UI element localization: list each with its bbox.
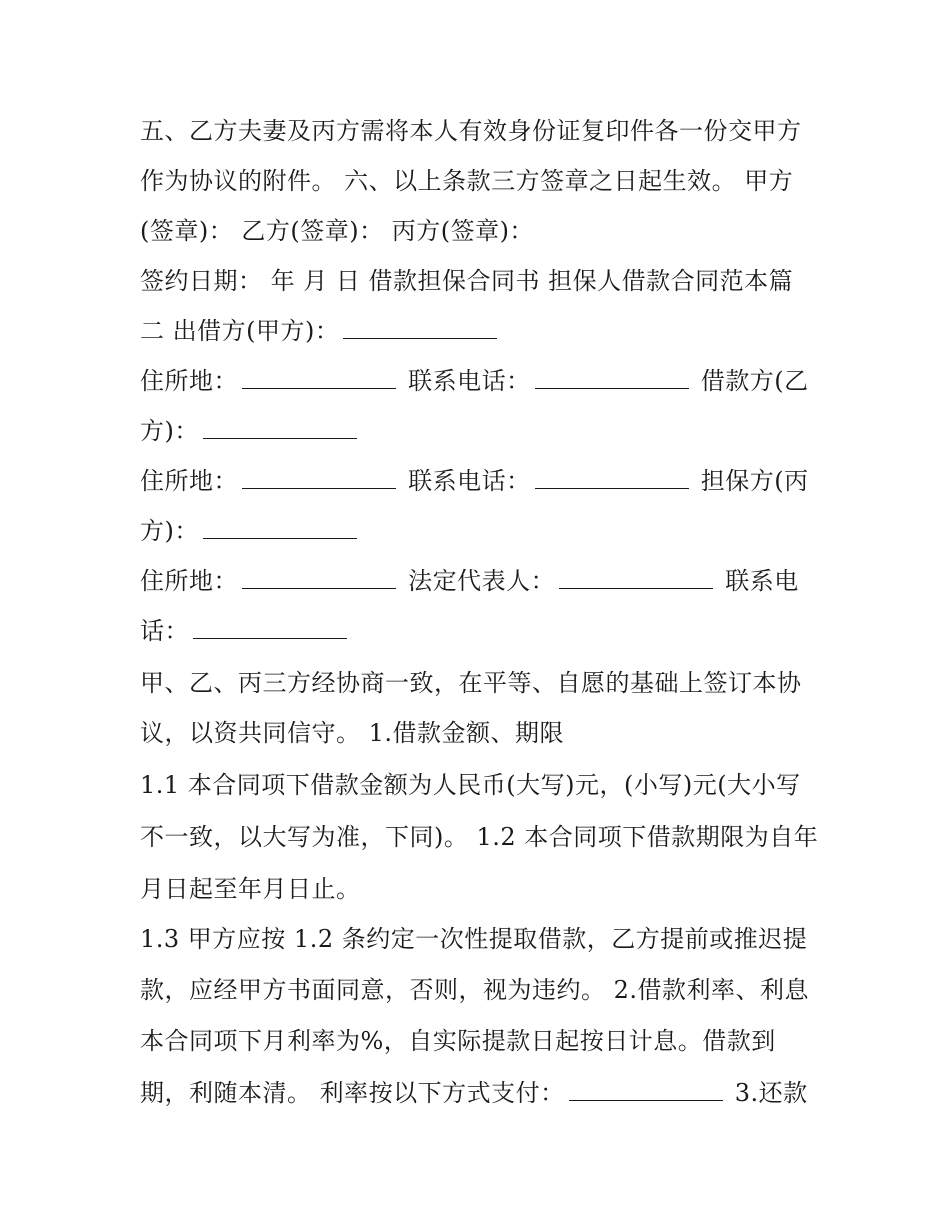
text-line [140,770,801,800]
text-line [140,616,351,646]
text-line [140,516,361,546]
text-segment: 签约日期： 年 月 日 借款担保合同书 担保人借款合同范本篇 [140,267,794,295]
text-segment: 住所地： [140,467,238,495]
text-segment: 住所地： [140,567,238,595]
text-segment: 法定代表人： [400,567,556,595]
text-segment: 款，应经甲方书面同意，否则，视为违约。 2.借款利率、利息 [140,976,810,1004]
text-segment: 住所地： [140,367,238,395]
text-line [140,822,818,852]
fill-in-blank [203,416,357,439]
text-line [140,466,809,496]
text-segment: 话： [140,617,189,645]
text-segment: 联系电话： [400,467,531,495]
text-segment: 月日起至年月日止。 [140,875,361,903]
text-segment: (签章)： 乙方(签章)： 丙方(签章)： [140,217,534,245]
text-segment: 联系电 [717,567,799,595]
text-segment: 1.1 本合同项下借款金额为人民币(大写)元，(小写)元(大小写 [140,771,801,799]
text-segment: 不一致，以大写为准，下同)。 1.2 本合同项下借款期限为自年 [140,823,819,851]
text-segment: 期，利随本清。 利率按以下方式支付： [140,1079,565,1107]
text-line [140,924,807,954]
text-segment: 五、乙方夫妻及丙方需将本人有效身份证复印件各一份交甲方 [140,117,802,145]
text-segment: 担保方(丙 [692,467,809,495]
text-line [140,668,802,698]
fill-in-blank [193,616,347,639]
text-segment: 3.还款 [726,1079,808,1107]
text-line [140,316,501,346]
text-line [140,266,793,296]
text-segment: 1.3 甲方应按 1.2 条约定一次性提取借款，乙方提前或推迟提 [140,925,808,953]
text-line [140,166,793,196]
text-line [140,718,564,748]
text-line [140,874,361,904]
text-line [140,975,809,1005]
text-line [140,216,534,246]
fill-in-blank [559,566,713,589]
fill-in-blank [242,566,396,589]
text-segment: 本合同项下月利率为%，自实际提款日起按日计息。借款到 [140,1027,776,1055]
text-segment: 甲、乙、丙三方经协商一致，在平等、自愿的基础上签订本协 [140,669,802,697]
fill-in-blank [242,466,396,489]
fill-in-blank [242,366,396,389]
text-segment: 议，以资共同信守。 1.借款金额、期限 [140,719,565,747]
text-line [140,116,802,146]
fill-in-blank [535,466,689,489]
text-segment: 作为协议的附件。 六、以上条款三方签章之日起生效。 甲方 [140,167,794,195]
text-line [140,566,799,596]
fill-in-blank [569,1078,723,1101]
text-segment: 方)： [140,517,199,545]
fill-in-blank [203,516,357,539]
fill-in-blank [343,316,497,339]
text-line [140,1078,808,1108]
text-segment: 方)： [140,417,199,445]
text-segment: 二 出借方(甲方)： [140,317,340,345]
text-segment: 借款方(乙 [692,367,809,395]
fill-in-blank [535,366,689,389]
text-line [140,1026,776,1056]
text-line [140,416,361,446]
text-line [140,366,809,396]
text-segment: 联系电话： [400,367,531,395]
